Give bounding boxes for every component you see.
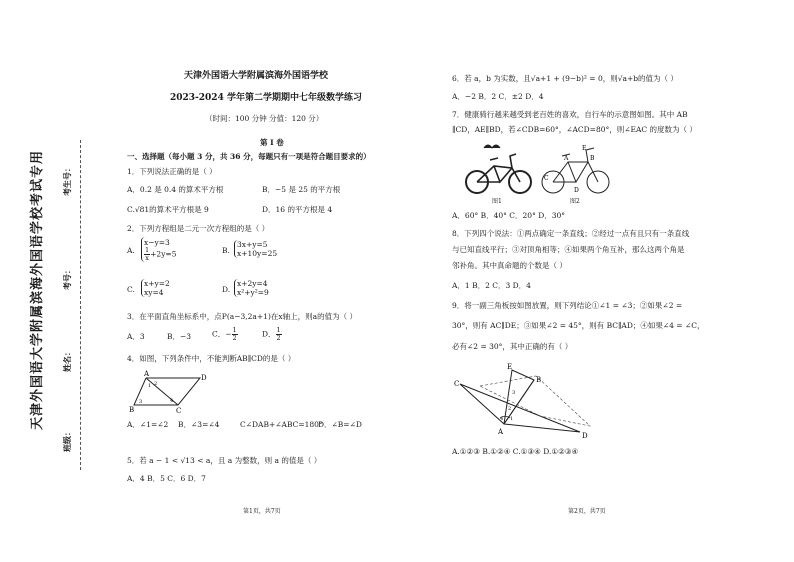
q9-label-e: E	[507, 363, 513, 371]
q2-label-d: D.	[222, 285, 231, 294]
q8-options: A．1 B．2 C．3 D．4	[452, 281, 531, 290]
q9-label-a: A	[498, 428, 504, 436]
q5-stem: 5．若 a − 1 < √13 < a，且 a 为整数，则 a 的值是（ ）	[127, 456, 322, 465]
q4-label-3: 3	[139, 399, 143, 405]
q9-label-2: 2	[508, 406, 512, 412]
q2-c-eq1: x+y=2	[144, 279, 170, 288]
q2-c-eq2: xy=4	[144, 288, 164, 297]
q9-line1: 9．将一副三角板按如图放置，则下列结论①∠1 = ∠3；②如果∠2 =	[452, 301, 683, 310]
q3-stem: 3．在平面直角坐标系中，点P(a−3,2a+1)在x轴上，则a的值为（ ）	[127, 312, 357, 321]
q3-option-d: D． $\frac{1}{2}$	[262, 326, 281, 342]
q4-label-b: B	[129, 406, 135, 414]
q6-stem: 6．若 a，b 为实数，且√a+1 + (9−b)² = 0，则√a+b的值为（ ）	[452, 74, 678, 83]
q2-label-a: A.	[127, 246, 135, 255]
q1-stem: 1．下列说法正确的是（ ）	[127, 167, 217, 176]
q7-stem-line2: ∥CD，AE∥BD，若∠CDB=60°，∠ACD=80°，则∠EAC 的度数为（ ）	[452, 125, 697, 134]
side-class-label: 班级：	[62, 428, 72, 452]
q9-label-c: C	[454, 380, 460, 388]
q2-d-eq1: x+2y=4	[237, 279, 268, 288]
q4-stem: 4．如图，下列条件中，不能判断AB∥CD的是（ ）	[127, 354, 296, 363]
side-seat-label: 考生号：	[62, 164, 72, 196]
q9-label-b: B	[536, 376, 542, 384]
q7-bike-figure-1	[462, 140, 540, 200]
q9-label-d: D	[582, 432, 588, 440]
q6-options: A．−2 B．2 C．±2 D．4	[452, 92, 544, 101]
q1-option-a: A．0.2 是 0.4 的算术平方根	[127, 185, 224, 194]
q2-option-b	[234, 240, 277, 258]
q3-option-c: C．− $\frac{1}{2}$	[212, 326, 237, 342]
q7-bike-figure-2	[538, 142, 616, 200]
q7-stem-line1: 7．健康骑行越来越受到老百姓的喜欢，自行车的示意图如图。其中 AB	[452, 110, 688, 119]
q7-options: A．60° B．40° C．20° D．30°	[452, 211, 566, 220]
q2-option-d	[234, 279, 269, 297]
q9-label-1: 1	[510, 416, 514, 422]
binding-line	[80, 140, 81, 470]
exam-meta: （时间：100 分钟 分值：120 分）	[205, 114, 324, 123]
q2-a-eq2: $\frac{1}{x}$ +2y=5	[145, 246, 177, 262]
side-exam-no-label: 考号：	[62, 266, 72, 290]
q1-option-c: C.√81的算术平方根是 9	[127, 205, 209, 214]
q4-label-d: D	[201, 374, 207, 382]
q1-option-d: D．16 的平方根是 4	[262, 205, 333, 214]
q9-line2: 30°，则有 AC∥DE；③如果∠2 = 45°，则有 BC∥AD；④如果∠4 = ∠C，	[452, 321, 705, 330]
q2-label-c: C.	[127, 285, 135, 294]
q8-line3: 邻补角。其中真命题的个数是（ ）	[452, 261, 567, 270]
q4-option-a: A．∠1=∠2	[127, 420, 169, 429]
q2-label-b: B.	[222, 246, 230, 255]
q7-label-d: D	[574, 187, 579, 194]
footer-right-page: 第2页，共7页	[568, 508, 606, 515]
q2-b-eq1: 3x+y=5	[237, 240, 268, 249]
q1-option-b: B．−5 是 25 的平方根	[262, 185, 341, 194]
school-title: 天津外国语大学附属滨海外国语学校	[184, 71, 329, 81]
q4-label-2: 2	[154, 381, 158, 387]
side-name-label: 姓名：	[62, 348, 72, 372]
q4-option-d: D．∠B=∠D	[318, 420, 362, 429]
footer-left-page: 第1页，共7页	[243, 508, 281, 515]
q2-a-eq1: x−y=3	[144, 238, 170, 247]
q4-label-4: 4	[170, 398, 174, 404]
q4-label-a: A	[144, 370, 150, 378]
q4-option-b: B．∠3=∠4	[178, 420, 220, 429]
q2-option-c	[141, 279, 170, 297]
q9-label-4: 4	[500, 416, 504, 422]
q7-fig1-caption: 图1	[492, 198, 502, 205]
q2-b-eq2: x+10y=25	[237, 249, 278, 258]
q7-label-a: A	[564, 155, 569, 162]
q5-options: A．4 B．5 C．6 D．7	[127, 474, 206, 483]
q2-option-a	[141, 237, 177, 262]
q3-option-a: A．3	[127, 332, 145, 341]
q4-parallelogram-figure	[126, 368, 208, 414]
q2-d-eq2: x²+y²=9	[237, 288, 269, 297]
q2-stem: 2．下列方程组是二元一次方程组的是（ ）	[127, 224, 270, 233]
q8-line1: 8．下列四个说法：①两点确定一条直线；②经过一点有且只有一条直线	[452, 229, 690, 238]
side-banner: 天津外国语大学附属滨海外国语学校考试专用	[30, 149, 45, 430]
exam-title: 2023-2024 学年第二学期期中七年级数学练习	[170, 93, 362, 103]
q7-label-e: E	[582, 145, 587, 152]
q4-label-1: 1	[148, 383, 152, 389]
q9-label-3: 3	[512, 390, 516, 396]
section-title: 一、选择题（每小题 3 分，共 36 分，每题只有一项是符合题目要求的）	[127, 152, 371, 161]
q9-triangle-figure	[450, 360, 600, 442]
q9-line3: 必有∠2 = 30°，其中正确的有（ ）	[452, 342, 573, 351]
q7-fig2-caption: 图2	[570, 198, 580, 205]
q4-option-c: C∠DAB+∠ABC=180°	[240, 420, 323, 429]
q3-option-b: B．−3	[167, 332, 192, 341]
q8-line2: 与已知直线平行；③对顶角相等；④如果两个角互补，那么这两个角是	[452, 245, 685, 254]
q9-options: A.①②③ B.①②④ C.①③④ D.①②③④	[452, 447, 579, 456]
q4-label-c: C	[176, 407, 182, 414]
q7-label-c: C	[544, 175, 549, 182]
part-title: 第 I 卷	[260, 138, 284, 147]
q7-label-b: B	[590, 155, 595, 162]
